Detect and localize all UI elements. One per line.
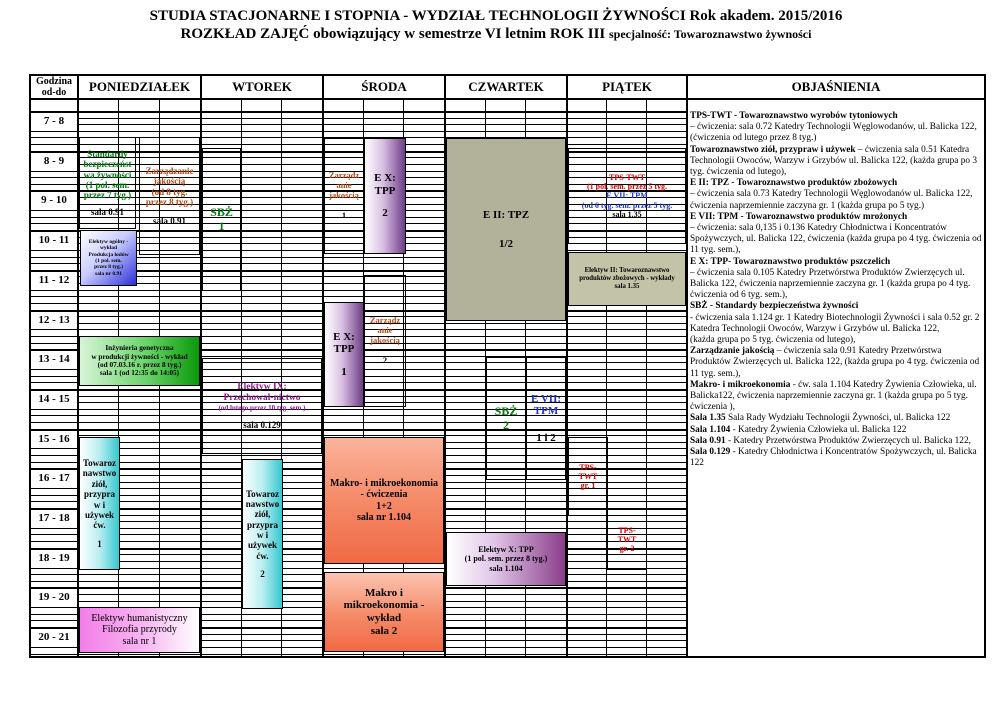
block-line: używek	[248, 540, 277, 551]
block-line: ziół,	[91, 478, 108, 489]
block-tps-twt-friday[interactable]	[568, 148, 686, 244]
explanation-entry	[690, 111, 983, 122]
block-line: TPS-	[618, 525, 636, 535]
block-line: sala 1.35	[614, 282, 640, 290]
hour-label: 8 - 9	[31, 155, 77, 169]
block-ex-tpp-2[interactable]	[364, 138, 406, 254]
block-line: ćw.	[256, 550, 269, 561]
explanation-text: – ćwiczenia sala 0.51 Katedra Technologii Owoców, Warzyw i Grzybów ul. Balicka 122, (każda grupa po 3 tyg. ćwiczenia od lutego),	[690, 144, 977, 178]
block-line: (od lutego przez 10 tyg. sem.)	[218, 403, 306, 412]
block-line: w i	[93, 499, 106, 510]
block-towaroznawstwo-ziol-2[interactable]	[242, 459, 283, 609]
explanation-entry	[690, 335, 983, 346]
block-makro-cwiczenia[interactable]	[324, 437, 444, 564]
block-line: sala nr 1	[122, 635, 157, 647]
block-zarzadzanie-2[interactable]	[364, 275, 406, 407]
hour-label: 11 - 12	[31, 274, 77, 288]
block-line: E II: TPZ	[482, 208, 530, 221]
block-line: Elektyw humanistyczny	[91, 612, 188, 624]
explanation-text: – ćwiczenia: sala 0.72 Katedry Technologii Węglowodanów, ul. Balicka 122, (ćwiczenia od lutego przez 8 tyg.)	[690, 122, 977, 144]
block-line: 1+2	[376, 500, 392, 512]
explanation-term: Towaroznawstwo ziół, przypraw i używek	[690, 144, 856, 155]
block-line: wykład	[366, 612, 402, 624]
block-line: bezpieczeńst	[83, 159, 132, 170]
explanation-term: TPS-TWT - Towaroznawstwo wyrobów tytoniowych	[690, 111, 898, 121]
block-line: Zarządzanie	[145, 166, 194, 177]
explanation-text: – ćwiczenia: sala 0,135 i 0.136 Katedry Chłodnictwa i Koncentratów Spożywczych, ul. Balicka 122, ćwiczenia (każda grupa po 4 tyg. ćwiczenia od 11 tyg. sem.),	[690, 223, 982, 256]
block-line: 1	[341, 209, 347, 220]
block-room: sala 0.129	[243, 419, 281, 430]
hour-label: 17 - 18	[31, 512, 77, 526]
block-room: sala 0.91	[90, 206, 124, 217]
explanations-panel	[690, 111, 983, 591]
explanation-text: - ćwiczenia sala 1.124 gr. 1 Katedry Biotechnologii Żywności i sala 0.52 gr. 2 Katedra Technologii Owoców, Warzyw i Grzybów ul. Balicka 122,	[690, 312, 980, 334]
block-line: przypra	[247, 519, 278, 530]
explanation-entry	[690, 212, 983, 223]
hour-label: 9 - 10	[31, 194, 77, 208]
block-line: gr. 1	[580, 481, 596, 491]
block-line: TWT	[617, 534, 637, 544]
block-line: używek	[85, 509, 114, 520]
block-line: - ćwiczenia	[360, 489, 408, 500]
explanation-entry	[690, 425, 983, 436]
explanation-term: Makro- i mikroekonomia	[690, 379, 791, 390]
explanation-entry	[690, 447, 983, 469]
explanation-term: E II: TPZ - Towaroznawstwo produktów zbożowych	[690, 178, 898, 189]
block-line: anie	[377, 325, 393, 336]
block-line: przez 8 tyg.)	[94, 264, 123, 271]
block-line: Elektyw ogólny -	[88, 239, 129, 246]
block-line: E X:	[374, 172, 396, 185]
explanation-text: - Katedry Przetwórstwa Produktów Zwierzęcych ul. Balicka 122,	[725, 435, 971, 446]
explanation-text: (każda grupa po 5 tyg. ćwiczenia od lutego),	[690, 335, 856, 346]
block-elektyw-ogolny[interactable]	[80, 230, 137, 286]
block-line: jakością	[329, 190, 359, 200]
block-line: Zarządz	[369, 315, 401, 326]
block-line: TPP	[333, 343, 355, 356]
block-line: przypra	[84, 489, 115, 500]
explanation-entry	[690, 145, 983, 179]
block-zarzadzanie-monday[interactable]	[139, 137, 200, 255]
block-line: Makro i	[365, 586, 403, 599]
block-line: anie	[336, 180, 352, 191]
block-ex-tpp-1[interactable]	[324, 302, 364, 407]
hour-label: 13 - 14	[31, 353, 77, 367]
explanation-entry	[690, 257, 983, 268]
block-line: jakością	[370, 335, 400, 345]
explanation-term: Sala 0.91	[690, 435, 726, 446]
block-tps-twt-gr2[interactable]	[607, 509, 647, 570]
explanation-term: SBŻ - Standardy bezpieczeństwa żywności	[690, 301, 859, 312]
block-line: sala nr 1.104	[357, 512, 411, 523]
block-line: sala 1 (od 12:35 do 14:05)	[99, 368, 180, 378]
block-line: TWT	[578, 471, 598, 481]
explanation-text: - Katedry Żywienia Człowieka ul. Balicka 122	[730, 424, 907, 435]
page-subtitle	[0, 26, 992, 43]
explanation-text: - ćw. sala 1.104 Katedry Żywienia Człowieka, ul. Balicka122, ćwiczenia naprzemiennie zaczyna gr. 1 (każda grupa po 5 tyg. ćwiczenia ),	[690, 379, 977, 413]
block-line: E X:	[333, 330, 355, 343]
header-separator	[29, 98, 986, 100]
block-line: (od 07.03.16 r. przez 8 tyg.)	[97, 360, 182, 369]
block-sbz-1[interactable]	[202, 148, 241, 291]
hour-label: 10 - 11	[31, 234, 77, 248]
block-line: Elektyw IX:	[237, 381, 287, 392]
block-line: (1 pol. sem.	[95, 258, 122, 264]
block-line: przez 7 tyg.)	[83, 190, 132, 201]
block-room: sala 0.91	[152, 215, 186, 226]
block-line: Standardy	[87, 148, 128, 159]
block-line: mikroekonomia -	[343, 599, 425, 612]
block-line: Zarządz	[328, 170, 360, 181]
explanation-text: Sala Rady Wydziału Technologii Żywności, ul. Balicka 122	[725, 413, 951, 424]
block-line: sala 2	[370, 624, 398, 637]
explanation-term: Sala 0.129	[690, 447, 731, 458]
explanation-entry	[690, 436, 983, 447]
block-line: Inżynieria genetyczna	[105, 343, 174, 353]
hour-label: 20 - 21	[31, 631, 77, 645]
block-line: 2	[382, 354, 388, 365]
block-line: E VII: TPM	[606, 191, 648, 201]
block-line: ziół,	[254, 509, 271, 520]
header-monday: PONIEDZIAŁEK	[79, 76, 200, 98]
header-tuesday: WTOREK	[202, 76, 322, 98]
explanation-entry	[690, 223, 983, 257]
block-zarzadzanie-1[interactable]	[324, 138, 364, 254]
explanation-text: – ćwiczenia sala 0.73 Katedry Technologii Węglowodanów ul. Balicka 122, ćwiczenia naprzemiennie zaczyna gr. 1 (każda grupa po 5 tyg.)	[690, 189, 973, 211]
explanation-text: – ćwiczenia sala 0.105 Katedry Przetwórstwa Produktów Zwierzęcych ul. Balicka 122, ćwiczenia naprzemiennie zaczyna gr. 1 (każda grupa po 4 tyg. ćwiczenia od 6 tyg. sem.),	[690, 267, 971, 301]
block-line: SBŻ	[494, 403, 518, 418]
explanation-text: - Katedry Chłodnictwa i Koncentratów Spożywczych, ul. Balicka 122	[690, 447, 977, 469]
explanation-term: E X: TPP- Towaroznawstwo produktów pszczelich	[690, 256, 891, 267]
block-line: (od 6 tyg. sem. przez 5 tyg.	[581, 200, 673, 210]
block-room: sala 1.35	[612, 209, 642, 219]
explanation-entry	[690, 189, 983, 211]
block-line: TPS-TWT	[608, 173, 645, 183]
block-line: 1	[218, 218, 225, 233]
block-line: Filozofia przyrody	[102, 624, 177, 636]
block-line: (1 pol. sem. przez 8 tyg.)	[464, 554, 548, 564]
header-friday: PIĄTEK	[568, 76, 686, 98]
explanation-entry	[690, 313, 983, 335]
explanation-entry	[690, 346, 983, 380]
hour-label: 14 - 15	[31, 393, 77, 407]
column-separator	[686, 74, 688, 658]
block-makro-wyklad[interactable]	[324, 572, 444, 652]
block-line: SBŻ	[210, 204, 233, 219]
block-line: w i	[256, 530, 269, 540]
block-e7-tpm[interactable]	[526, 357, 566, 480]
explanation-entry	[690, 268, 983, 302]
block-elektyw-ii[interactable]	[568, 252, 686, 306]
block-line: Towaroz	[245, 488, 279, 499]
explanation-entry	[690, 413, 983, 424]
block-e2-tpz[interactable]	[446, 138, 566, 321]
header-wednesday: ŚRODA	[324, 76, 444, 98]
block-tps-twt-gr1[interactable]	[568, 437, 608, 516]
block-line: ćw.	[93, 520, 106, 531]
block-towaroznawstwo-ziol-1[interactable]	[79, 437, 120, 570]
block-elektyw-ix[interactable]	[202, 358, 322, 454]
block-line: 1/2	[498, 237, 514, 250]
explanation-term: Sala 1.104	[690, 424, 731, 435]
block-line: jakością	[153, 176, 186, 187]
block-line: 1 i 2	[536, 431, 556, 444]
header-explanations: OBJAŚNIENIA	[688, 76, 984, 98]
hour-label: 19 - 20	[31, 591, 77, 605]
explanation-entry	[690, 122, 983, 144]
page-title: STUDIA STACJONARNE I STOPNIA - WYDZIAŁ TECHNOLOGII ŻYWNOŚCI Rok akadem. 2015/2016	[149, 8, 843, 24]
block-elektyw-humanistyczny[interactable]	[79, 607, 200, 653]
block-line: wykład	[99, 245, 118, 252]
specialization: specjalność: Towaroznawstwo żywności	[609, 27, 812, 41]
block-line: Elektyw II: Towaroznawstwo	[584, 267, 670, 275]
header-thursday: CZWARTEK	[446, 76, 566, 98]
block-line: Makro- i mikroekonomia	[330, 477, 438, 489]
block-line: TPP	[374, 184, 396, 197]
hour-label: 16 - 17	[31, 472, 77, 486]
block-line: 1	[97, 538, 102, 549]
block-line: 2	[260, 569, 265, 580]
block-sbz-2[interactable]	[486, 357, 526, 480]
block-line: Przechowal-nictwo	[223, 392, 301, 403]
explanation-text: – ćwiczenia sala 0.91 Katedry Przetwórstwa Produktów Zwierzęcych ul. Balicka 122, (każda grupa po 4 tyg. ćwiczenia od 11 tyg. sem.),	[690, 346, 980, 379]
explanation-term: E VII: TPM - Towaroznawstwo produktów mrożonych	[690, 211, 908, 222]
hour-label: 7 - 8	[31, 115, 77, 129]
block-line: Elektyw X: TPP	[478, 545, 534, 555]
block-line: przez 8 tyg.)	[145, 197, 194, 208]
block-line: sala 1.104	[489, 563, 523, 573]
block-line: nawstwo	[245, 498, 280, 509]
block-line: 2	[382, 207, 388, 220]
explanation-entry	[690, 301, 983, 312]
block-line: TPS-	[579, 462, 597, 472]
block-line: (od 8 tyg.	[151, 186, 188, 197]
block-line: nawstwo	[82, 468, 117, 479]
explanation-entry	[690, 380, 983, 414]
block-line: (1 pol. sem.	[85, 180, 130, 190]
schedule-title: ROZKŁAD ZAJĘĆ obowiązujący w semestrze VI letnim ROK III	[180, 26, 606, 42]
explanation-term: Zarządzanie jakością	[690, 346, 775, 357]
explanation-term: Sala 1.35	[690, 413, 726, 424]
block-line: wa żywności	[83, 169, 132, 180]
block-elektyw-x[interactable]	[446, 532, 566, 586]
block-line: TPM	[533, 405, 559, 418]
block-line: w produkcji żywności - wykład	[91, 351, 188, 361]
explanation-entry	[690, 178, 983, 189]
block-line: Produkcja lodów	[88, 251, 129, 258]
hour-column-header: Godzina od-do	[31, 76, 77, 98]
block-line: E VII:	[530, 392, 562, 405]
hour-label: 12 - 13	[31, 314, 77, 328]
block-inzynieria-genetyczna[interactable]	[79, 336, 200, 386]
block-line: sala nr 0.91	[95, 270, 122, 277]
hour-label: 15 - 16	[31, 433, 77, 447]
block-line: 2	[503, 417, 509, 432]
block-line: produktów zbożowych - wykłady	[579, 275, 675, 283]
block-line: (1 pol. sem. przez 5 tyg.	[587, 182, 667, 192]
hour-label: 18 - 19	[31, 552, 77, 566]
block-standardy-monday[interactable]	[79, 137, 136, 229]
block-line: 1	[341, 365, 347, 378]
block-line: Towaroz	[82, 458, 116, 469]
block-line: gr. 2	[619, 544, 635, 554]
